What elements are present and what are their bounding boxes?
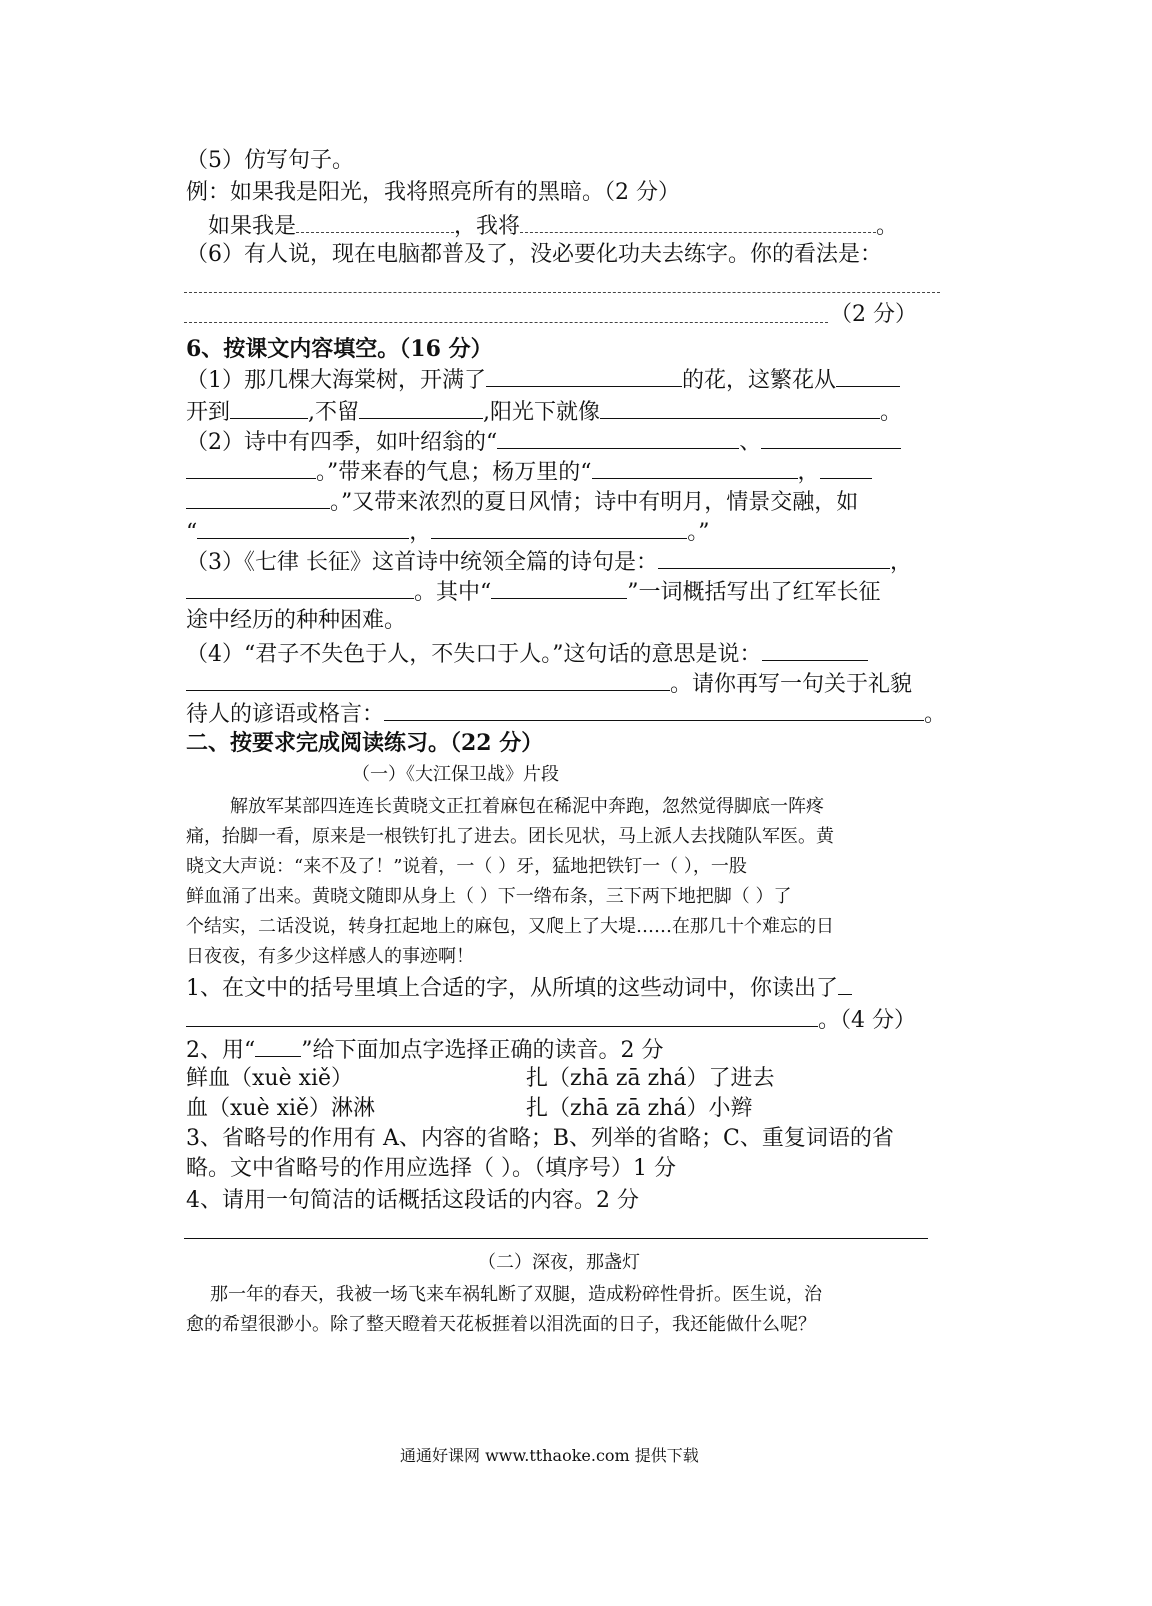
part2-q3-b: 略。文中省略号的作用应选择（ ）。（填序号）1 分 (186, 1156, 676, 1181)
blank[interactable] (486, 364, 682, 387)
sec6-q1-c: 开到 (186, 400, 231, 425)
part2-p2-title: （二）深夜，那盏灯 (478, 1252, 640, 1273)
sec6-q2-line1 (186, 426, 901, 458)
q5-5-fill-a: 如果我是 (208, 214, 297, 239)
sec6-q1-e: ,阳光下就像 (483, 400, 601, 425)
blank[interactable] (838, 972, 852, 995)
q5-5-fill-b: ，我将 (454, 214, 521, 239)
part2-p1-title: （一）《大江保卫战》片段 (352, 764, 559, 785)
blank[interactable] (255, 1034, 301, 1057)
part2-q3-a: 3、省略号的作用有 A、内容的省略；B、列举的省略；C、重复词语的省 (186, 1126, 894, 1151)
sec6-q2-a: （2）诗中有四季，如叶绍翁的“ (186, 430, 498, 455)
blank[interactable] (431, 516, 687, 539)
part2-q1-line1 (186, 972, 852, 1004)
sec6-q1-a: （1）那几棵大海棠树，开满了 (186, 368, 486, 393)
p1-line: 痛，抬脚一看，原来是一根铁钉扎了进去。团长见状，马上派人去找随队军医。黄 (186, 826, 834, 847)
blank[interactable] (197, 516, 409, 539)
sec6-q4-line2 (186, 668, 912, 700)
blank[interactable] (762, 638, 868, 661)
blank[interactable] (359, 396, 483, 419)
p1-line: 解放军某部四连连长黄晓文正扛着麻包在稀泥中奔跑，忽然觉得脚底一阵疼 (230, 796, 824, 817)
answer-line[interactable] (184, 1238, 928, 1239)
blank[interactable] (186, 486, 330, 509)
part2-q1-b: 。（4 分） (818, 1008, 916, 1033)
part2-heading: 二、按要求完成阅读练习。（22 分） (186, 730, 544, 756)
q5-5-example: 例：如果我是阳光，我将照亮所有的黑暗。（2 分） (186, 180, 680, 205)
q5-5-fill-line (208, 210, 898, 242)
part2-q2-r2a: 血（xuè xiě）淋淋 (186, 1096, 376, 1121)
sec6-q3-line1 (186, 546, 912, 578)
sec6-heading: 6、按课文内容填空。（16 分） (186, 336, 493, 362)
blank[interactable] (230, 396, 308, 419)
blank[interactable] (186, 668, 670, 691)
sec6-q2-line4 (186, 516, 710, 548)
p1-line: 晓文大声说：“来不及了！”说着，一（ ）牙，猛地把铁钉一（ ），一股 (186, 856, 747, 877)
part2-q2-b: ”给下面加点字选择正确的读音。2 分 (301, 1038, 664, 1063)
sec6-q1-d: ,不留 (308, 400, 360, 425)
p1-line: 鲜血涌了出来。黄晓文随即从身上（ ）下一绺布条，三下两下地把脚（ ）了 (186, 886, 792, 907)
blank[interactable] (761, 426, 901, 449)
p2-line: 那一年的春天，我被一场飞来车祸轧断了双腿，造成粉碎性骨折。医生说，治 (210, 1284, 822, 1305)
p2-line: 愈的希望很渺小。除了整天瞪着天花板捱着以泪洗面的日子，我还能做什么呢？ (186, 1314, 816, 1335)
p1-line: 日夜夜，有多少这样感人的事迹啊！ (186, 946, 474, 967)
sec6-q1-line1 (186, 364, 900, 396)
sec6-q3-line2 (186, 576, 881, 608)
sec6-q1-f: 。 (880, 400, 903, 425)
part2-q2-r1b: 扎（zhā zā zhá）了进去 (526, 1066, 775, 1091)
part2-q1-a: 1、在文中的括号里填上合适的字，从所填的这些动词中，你读出了 (186, 976, 838, 1001)
sec6-q4-d: 。 (924, 702, 947, 727)
q5-6-score: （2 分） (830, 302, 917, 327)
blank[interactable] (658, 546, 890, 569)
sec6-q3-b: ， (890, 550, 913, 575)
sec6-q2-line2 (186, 456, 872, 488)
part2-q1-line2 (186, 1004, 916, 1036)
sec6-q1-b: 的花，这繁花从 (682, 368, 837, 393)
sec6-q2-g: ， (409, 520, 432, 545)
sec6-q3-c: 。其中“ (414, 580, 492, 605)
sec6-q3-a: （3）《七律 长征》这首诗中统领全篇的诗句是： (186, 550, 658, 575)
p1-line: 个结实，二话没说，转身扛起地上的麻包，又爬上了大堤……在那几十个难忘的日 (186, 916, 834, 937)
answer-line[interactable] (184, 292, 940, 293)
part2-q2-a: 2、用“ (186, 1038, 256, 1063)
part2-q2-r1a: 鲜血（xuè xiě） (186, 1066, 354, 1091)
blank[interactable] (820, 456, 872, 479)
sec6-q4-line1 (186, 638, 868, 670)
sec6-q3-d: ”一词概括写出了红军长征 (627, 580, 881, 605)
part2-q2-line (186, 1034, 664, 1066)
sec6-q2-e: 。”又带来浓烈的夏日风情；诗中有明月，情景交融，如 (330, 490, 859, 515)
blank[interactable] (836, 364, 900, 387)
sec6-q2-b: 、 (739, 430, 762, 455)
sec6-q2-line3 (186, 486, 858, 518)
blank[interactable] (186, 576, 414, 599)
footer: 通通好课网 www.tthaoke.com 提供下载 (400, 1446, 699, 1465)
blank[interactable] (520, 210, 876, 233)
blank[interactable] (600, 396, 880, 419)
answer-line[interactable] (184, 322, 828, 323)
sec6-q1-line2 (186, 396, 902, 428)
blank[interactable] (186, 456, 316, 479)
blank[interactable] (491, 576, 627, 599)
blank[interactable] (592, 456, 798, 479)
sec6-q3-e: 途中经历的种种困难。 (186, 608, 407, 633)
sec6-q4-line3 (186, 698, 946, 730)
sec6-q2-c: 。”带来春的气息；杨万里的“ (316, 460, 592, 485)
q5-6-text: （6）有人说，现在电脑都普及了，没必要化功夫去练字。你的看法是： (186, 242, 882, 267)
part2-q4: 4、请用一句简洁的话概括这段话的内容。2 分 (186, 1188, 639, 1213)
q5-5-title: （5）仿写句子。 (186, 148, 354, 173)
q5-5-fill-end: 。 (876, 214, 899, 239)
sec6-q4-a: （4）“君子不失色于人，不失口于人。”这句话的意思是说： (186, 642, 762, 667)
blank[interactable] (186, 1004, 818, 1027)
blank[interactable] (497, 426, 739, 449)
part2-q2-r2b: 扎（zhā zā zhá）小辫 (526, 1096, 753, 1121)
blank[interactable] (296, 210, 454, 233)
sec6-q2-f: “ (186, 520, 198, 545)
sec6-q4-b: 。请你再写一句关于礼貌 (670, 672, 913, 697)
sec6-q2-d: ， (797, 460, 820, 485)
sec6-q2-h: 。” (687, 520, 710, 545)
sec6-q4-c: 待人的谚语或格言： (186, 702, 385, 727)
blank[interactable] (384, 698, 924, 721)
